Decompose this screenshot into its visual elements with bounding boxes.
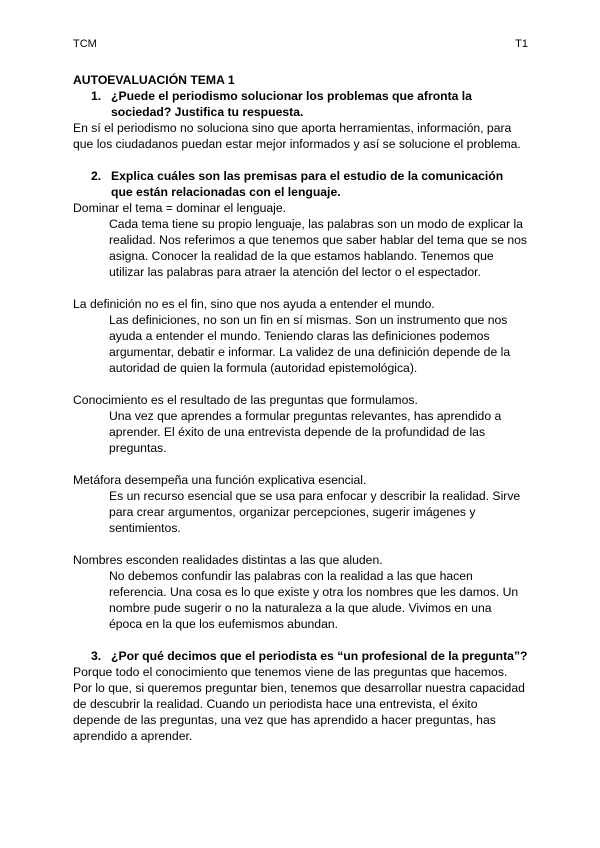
premise-body: Una vez que aprendes a formular preguntas relevantes, has aprendido a aprender. El éxito de una entrevista depende de la profundidad de las preguntas. [109, 409, 502, 455]
answer-1: En sí el periodismo no soluciona sino que aporta herramientas, información, para que los ciudadanos puedan estar mejor informados y así se solucione el problema. [73, 121, 521, 151]
premise-body: No debemos confundir las palabras con la realidad a las que hacen referencia. Una cosa es lo que existe y otra los nombres que les damos. Un nombre pude sugerir o no la naturaleza a la que alude. Vivimos en una época en la que los eufemismos abundan. [109, 569, 519, 631]
question-1-text: ¿Puede el periodismo solucionar los problemas que afronta la sociedad? Justifica tu respuesta. [111, 89, 472, 119]
answer-3: Porque todo el conocimiento que tenemos viene de las preguntas que hacemos. Por lo que, si queremos preguntar bien, tenemos que desarrollar nuestra capacidad de descubrir la realidad. Cuando un periodista hace una entrevista, el éxito depende de las preguntas, una vez que has aprendido a hacer preguntas, has aprendido a aprender. [73, 665, 525, 743]
premise-body: Cada tema tiene su propio lenguaje, las palabras son un modo de explicar la realidad. Nos referimos a que tenemos que saber hablar del tema que se nos asigna. Conocer la realidad de la que estamos hablando. Tenemos que utilizar las palabras para atraer la atención del lector o el espectador. [109, 217, 528, 279]
premise-body: Las definiciones, no son un fin en sí mismas. Son un instrumento que nos ayuda a entender el mundo. Teniendo claras las definiciones podemos argumentar, debatir e informar. La validez de una definición depende de la autoridad de quien la formula (autoridad epistemológica). [109, 313, 511, 375]
page-header [73, 38, 528, 50]
premise-heading: Nombres esconden realidades distintas a las que aluden. [73, 553, 383, 567]
question-3-text: ¿Por qué decimos que el periodista es “un profesional de la pregunta”? [111, 649, 528, 663]
document-title: AUTOEVALUACIÓN TEMA 1 [73, 73, 235, 87]
premise-heading: Dominar el tema = dominar el lenguaje. [73, 201, 287, 215]
question-3-number: 3. [91, 649, 102, 663]
header-right: T1 [515, 38, 528, 50]
question-2-text: Explica cuáles son las premisas para el estudio de la comunicación que están relacionadas con el lenguaje. [111, 169, 504, 199]
question-1-number: 1. [91, 89, 102, 103]
question-2-number: 2. [91, 169, 102, 183]
question-1 [91, 88, 528, 120]
premise-heading: Conocimiento es el resultado de las preguntas que formulamos. [73, 393, 418, 407]
header-left: TCM [73, 38, 97, 50]
document-page [73, 38, 528, 744]
premise-heading: Metáfora desempeña una función explicativa esencial. [73, 473, 367, 487]
premise-heading: La definición no es el fin, sino que nos ayuda a entender el mundo. [73, 297, 435, 311]
question-3 [91, 648, 528, 664]
premise-body: Es un recurso esencial que se usa para enfocar y describir la realidad. Sirve para crear argumentos, organizar percepciones, sugerir imágenes y sentimientos. [109, 489, 521, 535]
question-2 [91, 168, 528, 200]
